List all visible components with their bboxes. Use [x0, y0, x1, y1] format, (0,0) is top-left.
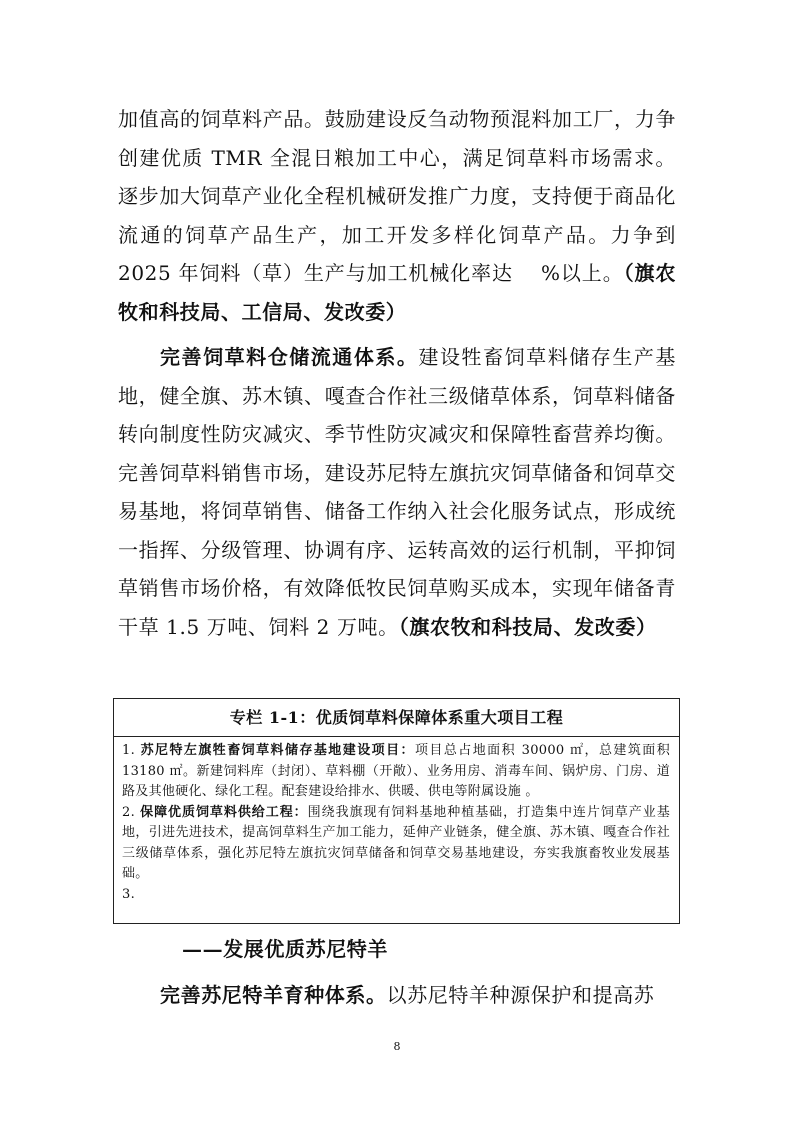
body-paragraph-storage-circulation	[118, 338, 676, 646]
project-box-body	[122, 741, 670, 905]
item-heading: 苏尼特左旗牲畜饲草料储存基地建设项目：	[140, 743, 415, 758]
project-item-1	[122, 741, 670, 803]
project-item-2	[122, 803, 670, 885]
project-item-3	[122, 885, 670, 906]
paragraph-heading: 完善苏尼特羊育种体系。	[160, 983, 387, 1007]
project-box	[113, 698, 680, 924]
item-number: 1.	[122, 743, 141, 758]
section-subheading: ——发展优质苏尼特羊	[182, 937, 388, 961]
paragraph-text: 以苏尼特羊种源保护和提高苏	[386, 983, 655, 1007]
body-paragraph-breeding-system	[118, 976, 676, 1015]
paragraph-text: 加值高的饲草料产品。鼓励建设反刍动物预混料加工厂，力争创建优质 TMR 全混日粮加工中心，满足饲草料市场需求。逐步加大饲草产业化全程机械研发推广力度，支持便于商品化流通的饲草产品生产，加工开发多样化饲草产品。力争到 2025 年饲料（草）生产与加工机械化率达 %以上。	[118, 107, 676, 285]
body-paragraph-feed-products	[118, 100, 676, 331]
item-text: 项目总占地面积 30000 ㎡，总建筑面积 13180 ㎡。新建饲料库（封闭）、草料棚（开敞）、业务用房、消毒车间、锅炉房、门房、道路及其他硬化、绿化工程。配套建设给排水、供暖、供电等附属设施 。	[122, 743, 671, 799]
responsible-agencies: （旗农牧和科技局、发改委）	[398, 614, 657, 639]
paragraph-heading: 完善饲草料仓储流通体系。	[160, 345, 419, 369]
page-number: 8	[393, 1040, 401, 1053]
item-number: 3.	[122, 886, 136, 902]
project-box-title: 专栏 1-1：优质饲草料保障体系重大项目工程	[114, 699, 679, 737]
responsible-agencies: （旗农牧和科技局、工信局、发改委）	[118, 261, 676, 324]
item-number: 2.	[122, 804, 141, 820]
item-heading: 保障优质饲草料供给工程：	[140, 804, 308, 820]
item-text: 围绕我旗现有饲料基地种植基础，打造集中连片饲草产业基地，引进先进技术，提高饲草料生产加工能力，延伸产业链条，健全旗、苏木镇、嘎查合作社三级储草体系，强化苏尼特左旗抗灾饲草储备和饲草交易基地建设，夯实我旗畜牧业发展基础。	[122, 804, 670, 881]
paragraph-text: 建设牲畜饲草料储存生产基地，健全旗、苏木镇、嘎查合作社三级储草体系，饲草料储备转向制度性防灾减灾、季节性防灾减灾和保障牲畜营养均衡。完善饲草料销售市场，建设苏尼特左旗抗灾饲草储备和饲草交易基地，将饲草销售、储备工作纳入社会化服务试点，形成统一指挥、分级管理、协调有序、运转高效的运行机制，平抑饲草销售市场价格，有效降低牧民饲草购买成本，实现年储备青干草 1.5 万吨、饲料 2 万吨。	[118, 345, 676, 639]
